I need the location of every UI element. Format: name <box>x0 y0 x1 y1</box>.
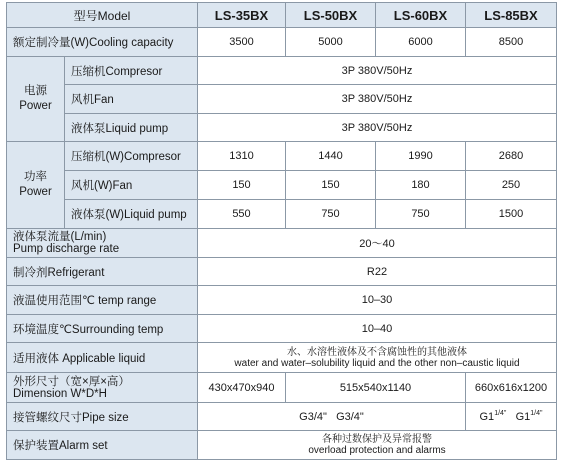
power-supply-value: 3P 380V/50Hz <box>198 57 557 85</box>
power-rating-row <box>7 171 557 200</box>
model-header: LS-60BX <box>376 3 466 28</box>
liquid-value <box>198 343 557 373</box>
power-rating-label: 液体泵(W)Liquid pump <box>65 200 198 229</box>
dimension-label-cn: 外形尺寸（宽×厚×高） <box>13 375 130 388</box>
pump-flow-label-cn: 液体泵流量(L/min) <box>13 231 107 243</box>
pipe-size-text: G1 <box>515 411 531 423</box>
power-supply-row <box>7 114 557 142</box>
dimension-value: 660x616x1200 <box>466 373 557 403</box>
power-rating-row <box>7 200 557 229</box>
power-rating-label: 风机(W)Fan <box>65 171 198 200</box>
dimension-label <box>7 373 198 403</box>
liquid-row <box>7 343 557 373</box>
cooling-value: 6000 <box>376 28 466 57</box>
power-supply-label: 风机Fan <box>65 85 198 114</box>
cooling-row <box>7 28 557 57</box>
temp-range-row <box>7 286 557 315</box>
power-supply-row <box>7 85 557 114</box>
power-rating-value: 2680 <box>466 142 557 171</box>
power-rating-value: 1310 <box>198 142 286 171</box>
pump-flow-value: 20～40 <box>198 229 557 258</box>
pipe-size-text: G1 <box>479 411 495 423</box>
alarm-value <box>198 431 557 460</box>
power-supply-group-en: Power <box>19 100 52 112</box>
spec-table <box>6 2 557 460</box>
refrigerant-value: R22 <box>198 258 557 286</box>
power-rating-value: 1440 <box>286 142 376 171</box>
header-row <box>7 3 557 28</box>
power-supply-label: 压缩机Compresor <box>65 57 198 85</box>
surrounding-value: 10–40 <box>198 315 557 343</box>
model-header: LS-35BX <box>198 3 286 28</box>
pipe-size-fraction: 1/4" <box>530 410 543 417</box>
power-rating-value: 150 <box>286 171 376 200</box>
power-supply-group <box>7 57 65 142</box>
power-supply-value: 3P 380V/50Hz <box>198 114 557 142</box>
liquid-value-en: water and water–solubility liquid and the other non–caustic liquid <box>234 357 520 369</box>
pipe-size-text: G3/4" <box>299 410 327 423</box>
power-rating-value: 750 <box>286 200 376 229</box>
alarm-label: 保护装置Alarm set <box>7 431 198 460</box>
power-rating-label: 压缩机(W)Compresor <box>65 142 198 171</box>
dimension-value: 430x470x940 <box>198 373 286 403</box>
cooling-value: 5000 <box>286 28 376 57</box>
power-rating-value: 150 <box>198 171 286 200</box>
dimension-label-en: Dimension W*D*H <box>13 387 107 400</box>
power-rating-value: 180 <box>376 171 466 200</box>
power-rating-value: 250 <box>466 171 557 200</box>
power-supply-group-cn: 电源 <box>24 85 47 97</box>
model-header: LS-85BX <box>466 3 557 28</box>
temp-range-value: 10–30 <box>198 286 557 315</box>
refrigerant-label: 制冷剂Refrigerant <box>7 258 198 286</box>
pump-flow-label <box>7 229 198 258</box>
power-supply-label: 液体泵Liquid pump <box>65 114 198 142</box>
power-rating-row <box>7 142 557 171</box>
power-rating-value: 750 <box>376 200 466 229</box>
alarm-row <box>7 431 557 460</box>
cooling-value: 8500 <box>466 28 557 57</box>
power-rating-value: 1990 <box>376 142 466 171</box>
pipe-size-fraction: 1/4" <box>494 410 507 417</box>
power-rating-value: 550 <box>198 200 286 229</box>
liquid-label: 适用液体 Applicable liquid <box>7 343 198 373</box>
pump-flow-row <box>7 229 557 258</box>
alarm-value-en: overload protection and alarms <box>308 445 446 456</box>
dimension-value: 515x540x1140 <box>286 373 466 403</box>
power-rating-group <box>7 142 65 229</box>
alarm-value-cn: 各种过数保护及异常报警 <box>322 434 432 445</box>
pipe-value-large <box>466 403 557 431</box>
liquid-value-cn: 水、水溶性液体及不含腐蚀性的其他液体 <box>287 346 467 358</box>
cooling-label: 额定制冷量(W)Cooling capacity <box>7 28 198 57</box>
pipe-value-main <box>198 403 466 431</box>
power-rating-value: 1500 <box>466 200 557 229</box>
surrounding-row <box>7 315 557 343</box>
power-rating-group-cn: 功率 <box>24 171 47 183</box>
pipe-label: 接管螺纹尺寸Pipe size <box>7 403 198 431</box>
model-header: LS-50BX <box>286 3 376 28</box>
surrounding-label: 环境温度℃Surrounding temp <box>7 315 198 343</box>
pipe-size-text: G3/4" <box>336 410 364 423</box>
cooling-value: 3500 <box>198 28 286 57</box>
pump-flow-label-en: Pump discharge rate <box>13 243 120 255</box>
power-rating-group-en: Power <box>19 186 52 198</box>
refrigerant-row <box>7 258 557 286</box>
temp-range-label: 液温使用范围℃ temp range <box>7 286 198 315</box>
pipe-row <box>7 403 557 431</box>
model-header-label: 型号Model <box>7 3 198 28</box>
power-supply-value: 3P 380V/50Hz <box>198 85 557 114</box>
power-supply-row <box>7 57 557 85</box>
dimension-row <box>7 373 557 403</box>
